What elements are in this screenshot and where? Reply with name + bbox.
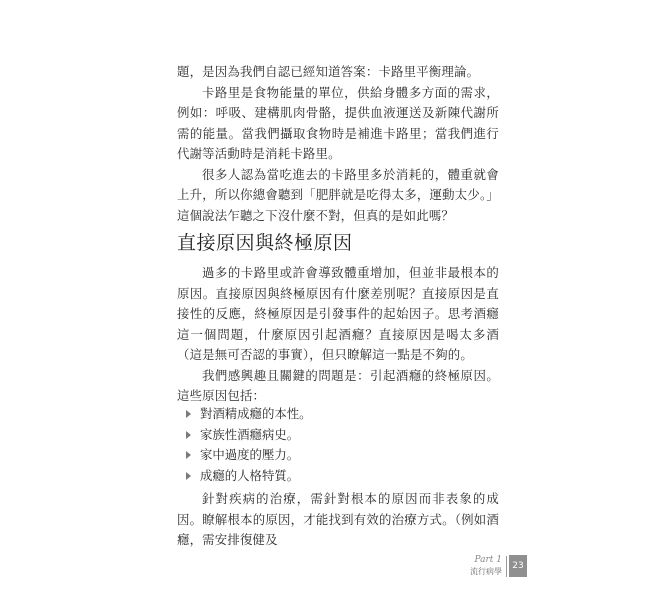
paragraph-continuation: 題，是因為我們自認已經知道答案：卡路里平衡理論。 bbox=[177, 64, 480, 79]
intro-text-block bbox=[177, 62, 499, 226]
footer-chapter-label: 流行病學 bbox=[470, 567, 502, 576]
page-number: 23 bbox=[509, 555, 527, 577]
list-item bbox=[186, 445, 312, 466]
page-footer bbox=[472, 555, 532, 579]
footer-part-label: Part 1 bbox=[474, 555, 502, 565]
list-item-text: 對酒精成癮的本性。 bbox=[200, 406, 312, 421]
list-item bbox=[186, 404, 312, 425]
list-item-text: 成癮的人格特質。 bbox=[200, 467, 300, 483]
paragraph-calorie-definition: 卡路里是食物能量的單位，供給身體多方面的需求，例如：呼吸、建構肌肉骨骼，提供血液運送及新陳代謝所需的能量。當我們攝取食物時是補進卡路里；當我們進行代謝等活動時是消耗卡路里。 bbox=[177, 84, 499, 161]
bullet-arrow-icon bbox=[186, 472, 191, 480]
causes-list bbox=[186, 404, 312, 486]
bullet-arrow-icon bbox=[186, 431, 191, 439]
list-item bbox=[186, 466, 312, 487]
section-heading: 直接原因與終極原因 bbox=[177, 232, 353, 254]
bullet-arrow-icon bbox=[186, 410, 191, 418]
paragraph-direct-vs-ultimate: 過多的卡路里或許會導致體重增加，但並非最根本的原因。直接原因與終極原因有什麼差別呢？直接原因是直接性的反應，終極原因是引發事件的起始因子。思考酒癮這一個問題，什麼原因引起酒癮？直接原因是喝太多酒（這是無可否認的事實），但只瞭解這一點是不夠的。 bbox=[177, 265, 499, 362]
bullet-arrow-icon bbox=[186, 451, 191, 459]
list-item-text: 家族性酒癮病史。 bbox=[200, 426, 300, 442]
paragraph-key-question: 我們感興趣且關鍵的問題是：引起酒癮的終極原因。這些原因包括： bbox=[177, 367, 499, 403]
cause-text-block bbox=[177, 263, 499, 407]
paragraph-treatment: 針對疾病的治療，需針對根本的原因而非表象的成因。瞭解根本的原因，才能找到有效的治療方式。（例如酒癮，需安排復健及 bbox=[177, 491, 499, 547]
list-item-text: 家中過度的壓力。 bbox=[200, 447, 300, 462]
paragraph-calorie-belief: 很多人認為當吃進去的卡路里多於消耗的，體重就會上升，所以你總會聽到「肥胖就是吃得太多，運動太少。」這個說法乍聽之下沒什麼不對，但真的是如此嗎？ bbox=[177, 166, 499, 223]
treatment-text-block bbox=[177, 489, 499, 551]
footer-divider bbox=[506, 556, 507, 577]
list-item bbox=[186, 425, 312, 446]
